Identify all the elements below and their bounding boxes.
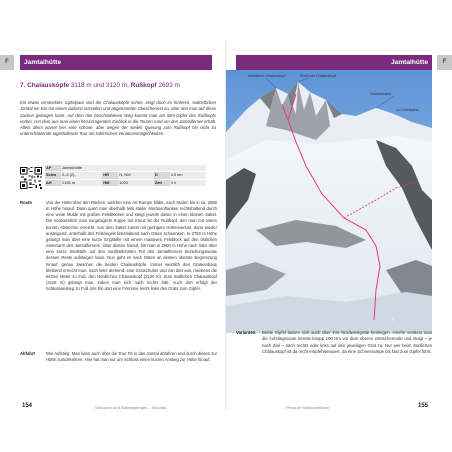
varianten-label: Varianten	[236, 330, 256, 335]
footer-left: Skitouren und Skibergsteigen – Silvretta	[95, 405, 167, 410]
tour-title	[20, 82, 220, 89]
chapter-tab: F	[0, 55, 14, 70]
info-key: HM	[102, 179, 118, 186]
info-value: 2–3 (2)-	[61, 172, 102, 179]
info-table	[45, 165, 206, 187]
tour-height-2: 2693 m	[158, 82, 180, 89]
label-route-f6: F6	[396, 184, 401, 188]
page-number-left: 154	[22, 403, 33, 409]
route-text: Von der Hütte über den Rücken, welcher eine Art Rampe bildet, nach Süden bis in ca. 2550 m Höhe hinauf. Dann quert man oberhalb teils steiler Moränenflanken rechtshaltend durch eine weite Mulde mit großen Felsblöcken und steigt jeweils dieser in einen kleinen Sattel. Die nordwestlich man vorgelagerte Kuppe mit Kreuz ist der Rußkopf, den man mit einem kurzen Abstecher erreicht. Aus dem Sattel zuerst mit geringem Höhenverlust, dann wieder ansteigend, unterhalb des Felsriegels linkshaltend nach Osten schwenken. In 2750 m Höhe gelangt man über eine kurze Engstelle mit einem massiven Felsblock auf den östlichen Seitenarm des Jamtalferners. Über diesen hinauf, bis man in 2900 m Höhe nach links über eine kurze Steilstufe auf den nordöstlichsten Teil des Jamtalferners beziehungsweise dessen Reste aufsteigen kann. Nun geht es nach Osten an dessen oberste Begrenzung hinauf, genau zwischen die beiden Chalauskōpfe. Immer westlich des Grateanbaus bleibend erreicht man, nach links drehend, eine Gratschulter und von dort aus, meistens die letzten Meter zu Fuß, den Nördlichen Chalauskopf (3120 m). Zum Südlichen Chalauskopf (3118 m) gelangt man, indem man sich nach rechts hält. Auch dort erfolgt der Schlussanstieg zu Fuß (mit Ski dort eine Firnrinne leicht links des Grats zum Gipfel.	[46, 200, 217, 292]
varianten-text: Beide Gipfel lassen sich auch über ihre Nordwestgrate besteigen. Hierfür verlässt man die Aufstiegsroute bereits knapp 100 Hm vor dem oberen Gletscherende und steigt – je nach Ziel – nach rechts oder links auf den jeweiligen Grat zu. Nur wer beim Südlichen Chalauskopf ist da recht empfehlenswert, da eine Schneerampe bis fast zum Gipfel führt.	[262, 330, 432, 354]
info-key: AP	[45, 165, 61, 172]
label-south-chalauskopf: Südlicher Chalauskopf	[300, 74, 336, 78]
chapter-tab: F	[437, 55, 452, 70]
info-key: HR	[102, 172, 118, 179]
info-value: 1000	[118, 179, 154, 186]
page-header: Jamtalhütte	[20, 55, 212, 70]
label-gamsscharte: Gamsscharte	[370, 92, 392, 96]
info-key: Zeit	[154, 179, 170, 186]
tour-height: 3118 m und 3120 m,	[70, 82, 129, 89]
tour-name: Chalauskōpfe	[27, 82, 70, 89]
info-key: D	[154, 172, 170, 179]
route-label: Route	[20, 200, 32, 205]
info-key: AH	[45, 179, 61, 186]
info-key: Schw	[45, 172, 61, 179]
info-value: N, NW	[118, 172, 154, 179]
label-route-7: 7	[392, 318, 394, 322]
footer-right: Pierauer Skitourenführer	[286, 405, 330, 410]
info-row	[45, 179, 206, 186]
info-box	[20, 165, 206, 192]
info-value: 2165 m	[61, 179, 102, 186]
tour-name-2: Rußkopf	[130, 82, 157, 89]
qr-code-icon[interactable]	[20, 167, 42, 189]
info-value: 4,5 km	[170, 172, 206, 179]
info-row	[45, 172, 206, 179]
tour-number: 7.	[20, 82, 26, 89]
intro-text: Ein etwas versteckteѕ Gipfelpaar sind die Chalauskōpfe schon, zeigt doch im hinteren, südöstlichen Jamtal ein Kar mit einem äußerst reizvollen und abgetrennten Gletscherrest zu, über den man auf diese Zacken gelangen kann. Auf dem hier beschriebenen Weg kommt man am Mini-Gipfel des Rußkopfs vorbei, von dem aus man einen hervorragenden Einblick in die Touren rund um den Jamtalferner erhält. Allein allem wartet hier eine schöne, aber wegen der steilen Querung zum Rußkopf hin nicht zu unterschätzende tagesfüllende Tour mit zahlreichen Variationsmöglichkeiten.	[20, 100, 216, 137]
abfahrt-text: Wie Aufstieg. Man kann auch über die Tour F6 in das Jamtal abfahren und durch dieses zur Hütte zurückkehren. Hier hat man nur am Schluss einen kurzen Anstieg zur Hütte hinauf.	[46, 351, 217, 363]
page-number-right: 155	[418, 403, 429, 409]
info-value: Jamtalhütte	[61, 165, 206, 172]
info-row	[45, 165, 206, 172]
label-north-chalauskopf: Nördlicher Chalauskopf	[248, 74, 286, 78]
abfahrt-label: Abfahrt	[20, 351, 35, 356]
label-gamspitze: zur Gamspitze	[396, 108, 420, 112]
page-header: Jamtalhütte	[236, 55, 432, 70]
info-value: 3 h	[170, 179, 206, 186]
